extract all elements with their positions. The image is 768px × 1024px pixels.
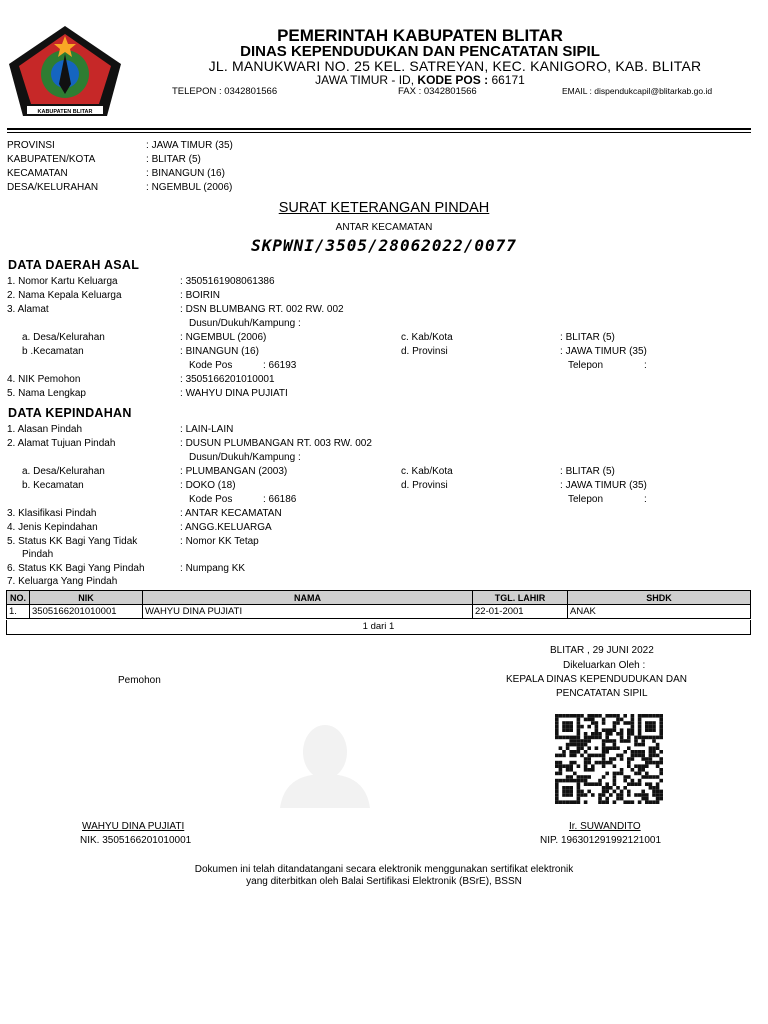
pindah-kodepos-label: Kode Pos xyxy=(189,494,233,505)
asal-kepala-value: : BOIRIN xyxy=(180,290,221,301)
document-subtitle: ANTAR KECAMATAN xyxy=(335,222,433,233)
pindah-kec-value: : DOKO (18) xyxy=(180,480,236,491)
pindah-alamat-value: : DUSUN PLUMBANGAN RT. 003 RW. 002 xyxy=(180,438,372,449)
pindah-keluarga-label: 7. Keluarga Yang Pindah xyxy=(7,576,118,587)
asal-telepon-value: : xyxy=(644,360,647,371)
region-kab-value: : BLITAR (5) xyxy=(146,154,201,165)
asal-desa-value: : NGEMBUL (2006) xyxy=(180,332,267,343)
header-divider-thin xyxy=(7,132,751,133)
pindah-dusun-label: Dusun/Dukuh/Kampung : xyxy=(189,452,301,463)
official-nip: NIP. 196301291992121001 xyxy=(540,835,662,846)
asal-kodepos-label: Kode Pos xyxy=(189,360,233,371)
pindah-klasifikasi-value: : ANTAR KECAMATAN xyxy=(180,508,282,519)
pindah-kab-value: : BLITAR (5) xyxy=(560,466,615,477)
table-cell-nik: 3505166201010001 xyxy=(30,605,143,619)
region-kab-label: KABUPATEN/KOTA xyxy=(7,154,96,165)
pindah-telepon-value: : xyxy=(644,494,647,505)
asal-nik-label: 4. NIK Pemohon xyxy=(7,374,81,385)
issued-by: Dikeluarkan Oleh : xyxy=(563,660,646,671)
asal-alamat-value: : DSN BLUMBANG RT. 002 RW. 002 xyxy=(180,304,344,315)
header-address: JL. MANUKWARI NO. 25 KEL. SATREYAN, KEC. KANIGORO, KAB. BLITAR xyxy=(208,58,702,74)
pindah-jenis-value: : ANGG.KELUARGA xyxy=(180,522,272,533)
region-provinsi-value: : JAWA TIMUR (35) xyxy=(146,140,233,151)
official-name: Ir. SUWANDITO xyxy=(569,821,641,832)
section-pindah-heading: DATA KEPINDAHAN xyxy=(8,406,132,420)
header-email: EMAIL : dispendukcapil@blitarkab.go.id xyxy=(562,86,713,96)
pindah-kodepos-value: : 66186 xyxy=(263,494,297,505)
asal-kodepos-value: : 66193 xyxy=(263,360,297,371)
asal-dusun-label: Dusun/Dukuh/Kampung : xyxy=(189,318,301,329)
table-cell-nama: WAHYU DINA PUJIATI xyxy=(143,605,473,619)
qr-code-icon xyxy=(555,714,665,804)
asal-nokk-value: : 3505161908061386 xyxy=(180,276,275,287)
table-header-tgl: TGL. LAHIR xyxy=(473,591,568,605)
asal-kepala-label: 2. Nama Kepala Keluarga xyxy=(7,290,122,301)
pindah-alasan-label: 1. Alasan Pindah xyxy=(7,424,83,435)
pindah-kab-label: c. Kab/Kota xyxy=(401,466,453,477)
pindah-desa-label: a. Desa/Kelurahan xyxy=(22,466,105,477)
pindah-status-tidak-label-2: Pindah xyxy=(22,549,54,560)
pemohon-label: Pemohon xyxy=(118,675,161,686)
asal-kab-label: c. Kab/Kota xyxy=(401,332,453,343)
footer-line-1: Dokumen ini telah ditandatangani secara elektronik menggunakan sertifikat elektronik xyxy=(194,864,574,875)
asal-nama-value: : WAHYU DINA PUJIATI xyxy=(180,388,288,399)
table-header-no: NO. xyxy=(7,591,30,605)
place-date: BLITAR , 29 JUNI 2022 xyxy=(550,645,654,656)
pindah-prov-label: d. Provinsi xyxy=(401,480,448,491)
svg-text:KABUPATEN BLITAR: KABUPATEN BLITAR xyxy=(37,109,93,115)
region-kec-label: KECAMATAN xyxy=(7,168,68,179)
table-pager: 1 dari 1 xyxy=(6,620,751,635)
pindah-status-tidak-label: 5. Status KK Bagi Yang Tidak xyxy=(7,536,138,547)
document-number: SKPWNI/3505/28062022/0077 xyxy=(251,236,517,255)
header-fax: FAX : 0342801566 xyxy=(398,86,477,97)
region-kec-value: : BINANGUN (16) xyxy=(146,168,225,179)
asal-nokk-label: 1. Nomor Kartu Keluarga xyxy=(7,276,118,287)
pindah-prov-value: : JAWA TIMUR (35) xyxy=(560,480,647,491)
region-desa-label: DESA/KELURAHAN xyxy=(7,182,99,193)
table-header-nik: NIK xyxy=(30,591,143,605)
pindah-status-pindah-value: : Numpang KK xyxy=(180,563,246,574)
asal-telepon-label: Telepon xyxy=(568,360,604,371)
official-title-1: KEPALA DINAS KEPENDUDUKAN DAN xyxy=(506,674,687,685)
pindah-status-tidak-value: : Nomor KK Tetap xyxy=(180,536,259,547)
region-provinsi-label: PROVINSI xyxy=(7,140,55,151)
table-header-row xyxy=(7,591,751,605)
asal-alamat-label: 3. Alamat xyxy=(7,304,49,315)
table-row xyxy=(7,605,751,619)
avatar-placeholder-icon xyxy=(280,722,370,810)
table-cell-shdk: ANAK xyxy=(568,605,751,619)
pindah-alamat-label: 2. Alamat Tujuan Pindah xyxy=(7,438,116,449)
pindah-status-pindah-label: 6. Status KK Bagi Yang Pindah xyxy=(7,563,145,574)
header-province-line: JAWA TIMUR - ID, KODE POS : 66171 xyxy=(315,73,525,87)
asal-kab-value: : BLITAR (5) xyxy=(560,332,615,343)
pindah-klasifikasi-label: 3. Klasifikasi Pindah xyxy=(7,508,97,519)
table-header-nama: NAMA xyxy=(143,591,473,605)
asal-prov-label: d. Provinsi xyxy=(401,346,448,357)
asal-nama-label: 5. Nama Lengkap xyxy=(7,388,86,399)
pindah-telepon-label: Telepon xyxy=(568,494,604,505)
asal-kec-label: b .Kecamatan xyxy=(22,346,84,357)
region-desa-value: : NGEMBUL (2006) xyxy=(146,182,233,193)
family-table xyxy=(6,590,751,619)
pindah-desa-value: : PLUMBANGAN (2003) xyxy=(180,466,288,477)
section-asal-heading: DATA DAERAH ASAL xyxy=(8,258,140,272)
header-telepon: TELEPON : 0342801566 xyxy=(172,86,278,97)
kabupaten-blitar-logo xyxy=(7,24,123,118)
document-title: SURAT KETERANGAN PINDAH xyxy=(278,200,490,216)
pindah-alasan-value: : LAIN-LAIN xyxy=(180,424,234,435)
header-line-1: PEMERINTAH KABUPATEN BLITAR xyxy=(277,26,563,45)
header-divider xyxy=(7,128,751,130)
pemohon-nik: NIK. 3505166201010001 xyxy=(80,835,192,846)
table-header-shdk: SHDK xyxy=(568,591,751,605)
asal-prov-value: : JAWA TIMUR (35) xyxy=(560,346,647,357)
pindah-kec-label: b. Kecamatan xyxy=(22,480,84,491)
header-line-2: DINAS KEPENDUDUKAN DAN PENCATATAN SIPIL xyxy=(240,43,600,60)
asal-kec-value: : BINANGUN (16) xyxy=(180,346,259,357)
pemohon-name: WAHYU DINA PUJIATI xyxy=(82,821,185,832)
asal-nik-value: : 3505166201010001 xyxy=(180,374,275,385)
footer-line-2: yang diterbitkan oleh Balai Sertifikasi Elektronik (BSrE), BSSN xyxy=(246,876,522,887)
table-cell-tgl: 22-01-2001 xyxy=(473,605,568,619)
asal-desa-label: a. Desa/Kelurahan xyxy=(22,332,105,343)
official-title-2: PENCATATAN SIPIL xyxy=(556,688,648,699)
pindah-jenis-label: 4. Jenis Kepindahan xyxy=(7,522,98,533)
table-cell-no: 1. xyxy=(7,605,30,619)
